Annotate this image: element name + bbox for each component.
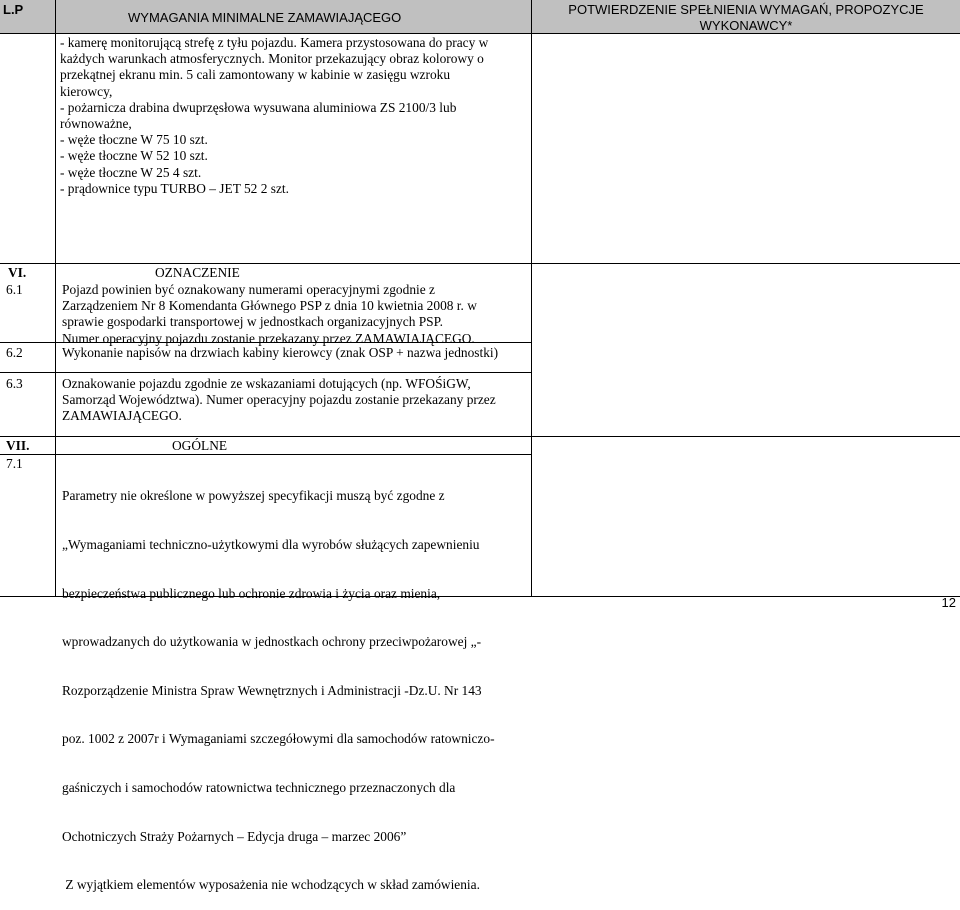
- section-vii-number: VII.: [6, 438, 30, 453]
- item-line: Oznakowanie pojazdu zgodnie ze wskazaniami dotujących (np. WFOŚiGW,: [62, 376, 471, 391]
- equipment-line: każdych warunkach atmosferycznych. Monitor przekazujący obraz kolorowy o: [60, 51, 484, 67]
- equipment-line: - węże tłoczne W 52 10 szt.: [60, 148, 208, 164]
- equipment-line: - węże tłoczne W 75 10 szt.: [60, 132, 208, 148]
- header-lp: L.P: [3, 2, 24, 17]
- header-confirmation-line2: WYKONAWCY*: [699, 18, 793, 33]
- item-6-1-text: [62, 282, 477, 347]
- header-confirmation-line1: POTWIERDZENIE SPEŁNIENIA WYMAGAŃ, PROPOZYCJE: [568, 2, 924, 17]
- item-line: sprawie gospodarki transportowej w jednostkach organizacyjnych PSP.: [62, 314, 443, 330]
- table-header: [0, 0, 960, 33]
- item-line: Zarządzeniem Nr 8 Komendanta Głównego PSP z dnia 10 kwietnia 2008 r. w: [62, 298, 477, 314]
- header-bottom-border: [0, 33, 960, 34]
- page-number: 12: [941, 595, 956, 610]
- row-divider-vii: [0, 436, 960, 437]
- equipment-list: [60, 35, 488, 197]
- column-divider-main: [531, 0, 532, 596]
- section-vii-title: OGÓLNE: [172, 438, 228, 453]
- item-6-3-text: [62, 376, 496, 425]
- item-line: Ochotniczych Straży Pożarnych – Edycja druga – marzec 2006”: [62, 828, 407, 844]
- item-6-2-text: [62, 345, 498, 361]
- item-line: Rozporządzenie Ministra Spraw Wewnętrznych i Administracji -Dz.U. Nr 143: [62, 682, 482, 698]
- item-line: Wykonanie napisów na drzwiach kabiny kierowcy (znak OSP + nazwa jednostki): [62, 345, 499, 360]
- item-6-3-number: 6.3: [6, 376, 23, 391]
- row-divider-71-top: [0, 454, 531, 455]
- equipment-line: - pożarnicza drabina dwuprzęsłowa wysuwana aluminiowa ZS 2100/3 lub: [60, 99, 457, 115]
- item-6-1-number: 6.1: [6, 282, 23, 297]
- item-line: Numer operacyjny pojazdu zostanie przekazany przez ZAMAWIAJĄCEGO.: [62, 330, 475, 346]
- equipment-line: - prądownice typu TURBO – JET 52 2 szt.: [60, 180, 289, 196]
- item-7-1-number: 7.1: [6, 456, 23, 471]
- equipment-line: równoważne,: [60, 116, 132, 132]
- item-line: Samorząd Województwa). Numer operacyjny pojazdu zostanie przekazany przez: [62, 392, 496, 408]
- item-line: wprowadzanych do użytkowania w jednostkach ochrony przeciwpożarowej „-: [62, 634, 482, 650]
- item-line: Parametry nie określone w powyższej specyfikacji muszą być zgodne z: [62, 488, 445, 504]
- section-vi-title: OZNACZENIE: [155, 265, 240, 280]
- row-divider-62-bottom: [0, 372, 531, 373]
- equipment-line: - węże tłoczne W 25 4 szt.: [60, 164, 202, 180]
- item-line: gaśniczych i samochodów ratownictwa technicznego przeznaczonych dla: [62, 780, 456, 796]
- section-vi-number: VI.: [8, 265, 27, 280]
- header-confirmation: [532, 2, 960, 34]
- item-line: poz. 1002 z 2007r i Wymaganiami szczegółowymi dla samochodów ratowniczo-: [62, 731, 495, 747]
- equipment-line: kierowcy,: [60, 83, 113, 99]
- item-line: „Wymaganiami techniczno-użytkowymi dla wyrobów służących zapewnieniu: [62, 537, 480, 553]
- equipment-line: przekątnej ekranu min. 5 cali zamontowany w kabinie w zasięgu wzroku: [60, 67, 451, 83]
- item-line: Z wyjątkiem elementów wyposażenia nie wchodzących w skład zamówienia.: [62, 877, 480, 893]
- item-7-1-text: [62, 456, 495, 910]
- item-line: bezpieczeństwa publicznego lub ochronie zdrowia i życia oraz mienia,: [62, 585, 441, 601]
- row-divider-vi: [0, 263, 960, 264]
- column-divider-lp: [55, 0, 56, 596]
- equipment-line: - kamerę monitorującą strefę z tyłu pojazdu. Kamera przystosowana do pracy w: [60, 35, 489, 50]
- item-line: ZAMAWIAJĄCEGO.: [62, 408, 182, 424]
- item-line: Pojazd powinien być oznakowany numerami operacyjnymi zgodnie z: [62, 282, 435, 297]
- item-6-2-number: 6.2: [6, 345, 23, 360]
- header-requirements: WYMAGANIA MINIMALNE ZAMAWIAJĄCEGO: [128, 10, 402, 25]
